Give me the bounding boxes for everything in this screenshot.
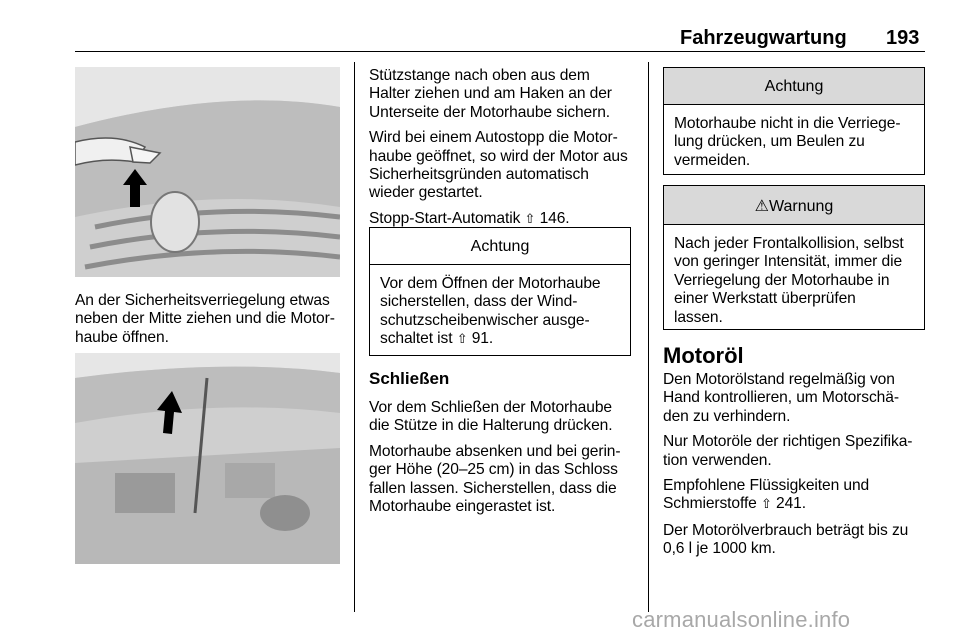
paragraph: Nur Motoröle der richtigen Spezifika- tion verwenden. (663, 433, 913, 469)
heading-engine-oil: Motoröl (663, 343, 744, 368)
heading-closing: Schließen (369, 369, 450, 388)
paragraph: Der Motorölverbrauch beträgt bis zu 0,6 l je 1000 km. (663, 521, 909, 558)
page-ref-icon: ⇧ (524, 211, 536, 227)
caption-line: An der Sicherheitsverriegelung etwas (75, 292, 330, 309)
paragraph: Stopp-Start-Automatik ⇧ 146. (369, 209, 570, 227)
page-ref-icon: ⇧ (760, 497, 772, 513)
header-rule (75, 51, 925, 52)
caution-title: Achtung (664, 68, 924, 105)
paragraph: Empfohlene Flüssigkeiten und Schmierstoffe ⇧ 241. (663, 477, 870, 513)
paragraph: Den Motorölstand regelmäßig von Hand kontrollieren, um Motorschä- den zu verhindern. (663, 371, 899, 425)
caption-hood-release (75, 292, 347, 347)
column-divider-2 (648, 62, 649, 612)
paragraph: Vor dem Schließen der Motorhaube die Stütze in die Halterung drücken. (369, 399, 613, 435)
page-number: 193 (886, 27, 920, 49)
column-divider-1 (354, 62, 355, 612)
page-ref-icon: ⇧ (456, 332, 468, 348)
hood-release-illustration (75, 67, 340, 277)
caution-text: Motorhaube nicht in die Verriege- lung drücken, um Beulen zu vermeiden. (674, 115, 901, 169)
watermark: carmanualsonline.info (632, 607, 851, 632)
column-3-text (663, 371, 933, 566)
caution-box-opening (369, 227, 631, 356)
paragraph: Wird bei einem Autostopp die Motor- haube geöffnet, so wird der Motor aus Sicherheitsgründen automatisch wieder gestartet. (369, 129, 628, 202)
paragraph: Stützstange nach oben aus dem Halter ziehen und am Haken an der Unterseite der Motorhaube sichern. (369, 67, 612, 121)
section-title: Fahrzeugwartung (680, 27, 847, 49)
warning-box (663, 185, 925, 330)
page-ref-link[interactable]: 91. (471, 330, 494, 348)
warning-header (664, 186, 924, 225)
caution-text: Vor dem Öffnen der Motorhaube sicherstellen, dass der Wind- schutzscheibenwischer ausge- schaltet ist ⇧ 91. (380, 275, 601, 348)
warning-text: Nach jeder Frontalkollision, selbst von geringer Intensität, immer die Verriegelung der Motorhaube in einer Werkstatt überprüfen lassen. (674, 235, 904, 326)
hood-prop-rod-illustration (75, 353, 340, 564)
caption-line: haube öffnen. (75, 328, 169, 346)
page-ref-link[interactable]: 241. (776, 495, 806, 513)
page-ref-link[interactable]: 146. (539, 209, 570, 227)
column-2-text (369, 67, 644, 236)
caption-line: neben der Mitte ziehen und die Motor- (75, 310, 335, 328)
paragraph: Motorhaube absenken und bei gerin- ger Höhe (20–25 cm) in das Schloss fallen lassen. Sicherstellen, dass die Motorhaube eingerastet ist. (369, 442, 621, 516)
warning-triangle-icon: ⚠ (754, 196, 769, 215)
caution-box-latch (663, 67, 925, 175)
caution-title: Achtung (370, 228, 630, 265)
warning-title: Warnung (769, 198, 834, 215)
column-2-closing-text (369, 399, 644, 523)
